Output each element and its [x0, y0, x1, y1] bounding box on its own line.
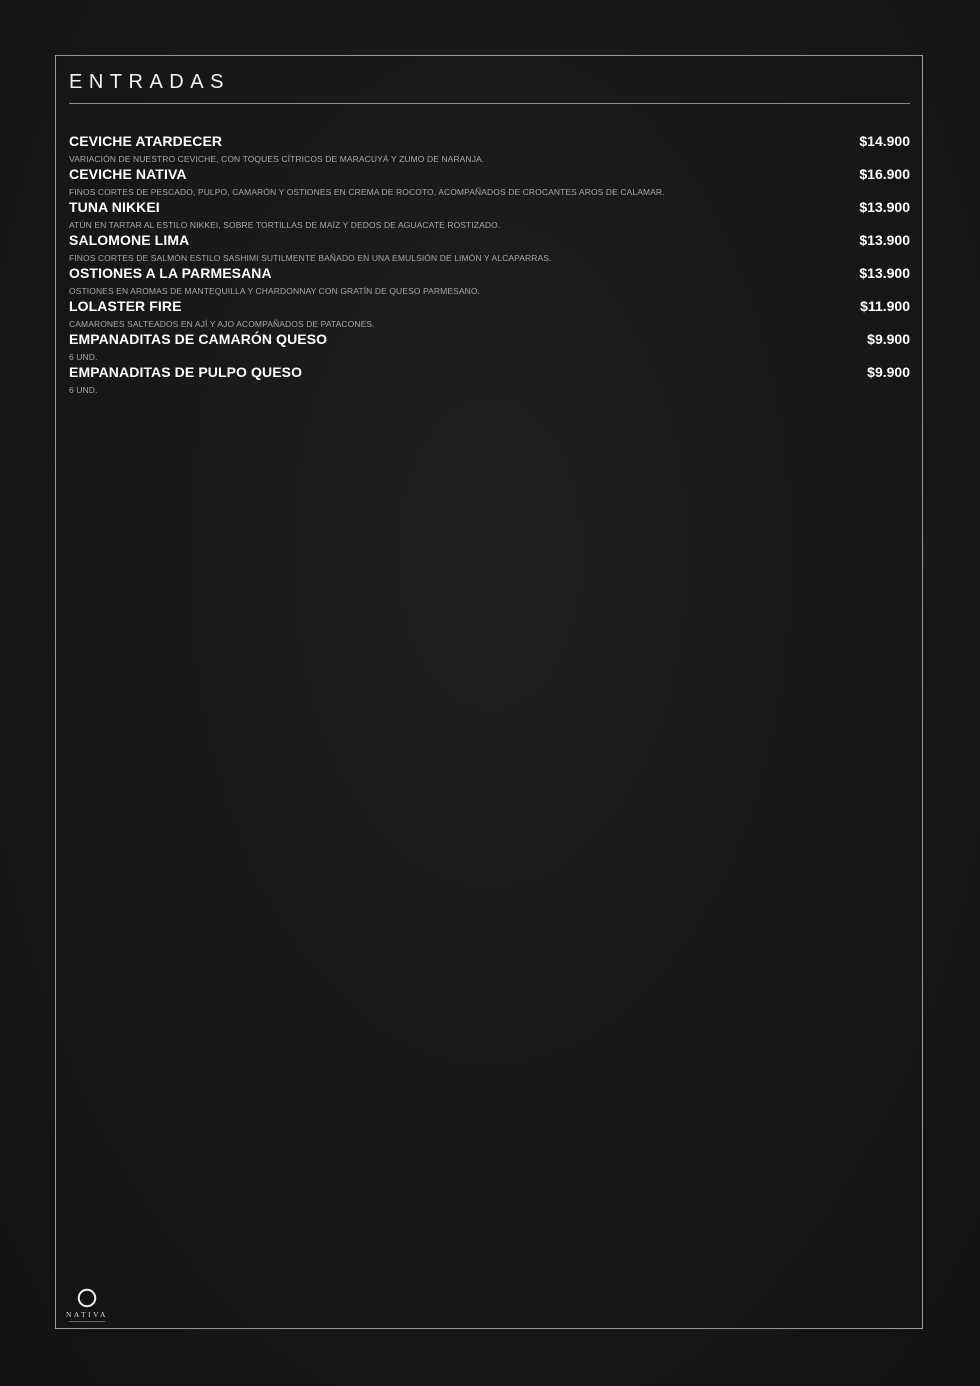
menu-item-header [69, 199, 910, 219]
menu-item [69, 298, 910, 331]
title-divider [69, 103, 910, 104]
section-title: ENTRADAS [69, 71, 230, 93]
menu-item-price: $14.900 [859, 133, 910, 149]
menu-item-price: $13.900 [859, 199, 910, 215]
menu-item-header [69, 331, 910, 351]
menu-item-description: CAMARONES SALTEADOS EN AJÍ Y AJO ACOMPAÑADOS DE PATACONES. [69, 319, 375, 329]
circle-swirl-logo-icon [76, 1287, 98, 1309]
menu-item-header [69, 364, 910, 384]
menu-item-price: $13.900 [859, 232, 910, 248]
logo-underline [69, 1321, 105, 1322]
nativa-logo [62, 1287, 112, 1327]
menu-item-description: OSTIONES EN AROMAS DE MANTEQUILLA Y CHARDONNAY CON GRATÍN DE QUESO PARMESANO. [69, 286, 481, 296]
menu-item [69, 166, 910, 199]
menu-item [69, 265, 910, 298]
menu-item-name: TUNA NIKKEI [69, 199, 160, 215]
menu-item [69, 232, 910, 265]
menu-item [69, 199, 910, 232]
menu-item-price: $16.900 [859, 166, 910, 182]
menu-item-price: $13.900 [859, 265, 910, 281]
menu-item [69, 331, 910, 364]
menu-item-header [69, 265, 910, 285]
menu-item-description: 6 UND. [69, 385, 98, 395]
menu-item-header [69, 298, 910, 318]
menu-item-header [69, 232, 910, 252]
menu-item-header [69, 133, 910, 153]
menu-item-header [69, 166, 910, 186]
menu-item-name: EMPANADITAS DE PULPO QUESO [69, 364, 303, 380]
menu-item-price: $11.900 [860, 298, 910, 314]
menu-item-name: LOLASTER FIRE [69, 298, 182, 314]
menu-item-description: ATÚN EN TARTAR AL ESTILO NIKKEI, SOBRE TORTILLAS DE MAÍZ Y DEDOS DE AGUACATE ROSTIZADO. [69, 220, 501, 230]
menu-item-description: FINOS CORTES DE SALMÓN ESTILO SASHIMI SUTILMENTE BAÑADO EN UNA EMULSIÓN DE LIMÓN Y ALCAPARRAS. [69, 253, 552, 263]
menu-item-description: 6 UND. [69, 352, 98, 362]
menu-item-price: $9.900 [867, 331, 910, 347]
menu-item-description: FINOS CORTES DE PESCADO, PULPO, CAMARÓN Y OSTIONES EN CREMA DE ROCOTO, ACOMPAÑADOS DE CROCANTES AROS DE CALAMAR. [69, 187, 665, 197]
menu-item-name: CEVICHE NATIVA [69, 166, 187, 182]
menu-item-name: EMPANADITAS DE CAMARÓN QUESO [69, 331, 328, 347]
menu-item-description: VARIACIÓN DE NUESTRO CEVICHE, CON TOQUES CÍTRICOS DE MARACUYÁ Y ZUMO DE NARANJA. [69, 154, 485, 164]
menu-item-name: SALOMONE LIMA [69, 232, 190, 248]
menu-item-name: OSTIONES A LA PARMESANA [69, 265, 272, 281]
menu-item-name: CEVICHE ATARDECER [69, 133, 223, 149]
menu-item-price: $9.900 [867, 364, 910, 380]
menu-item [69, 364, 910, 397]
menu-item [69, 133, 910, 166]
logo-wordmark: NATIVA [66, 1310, 108, 1319]
menu-list [69, 133, 910, 397]
